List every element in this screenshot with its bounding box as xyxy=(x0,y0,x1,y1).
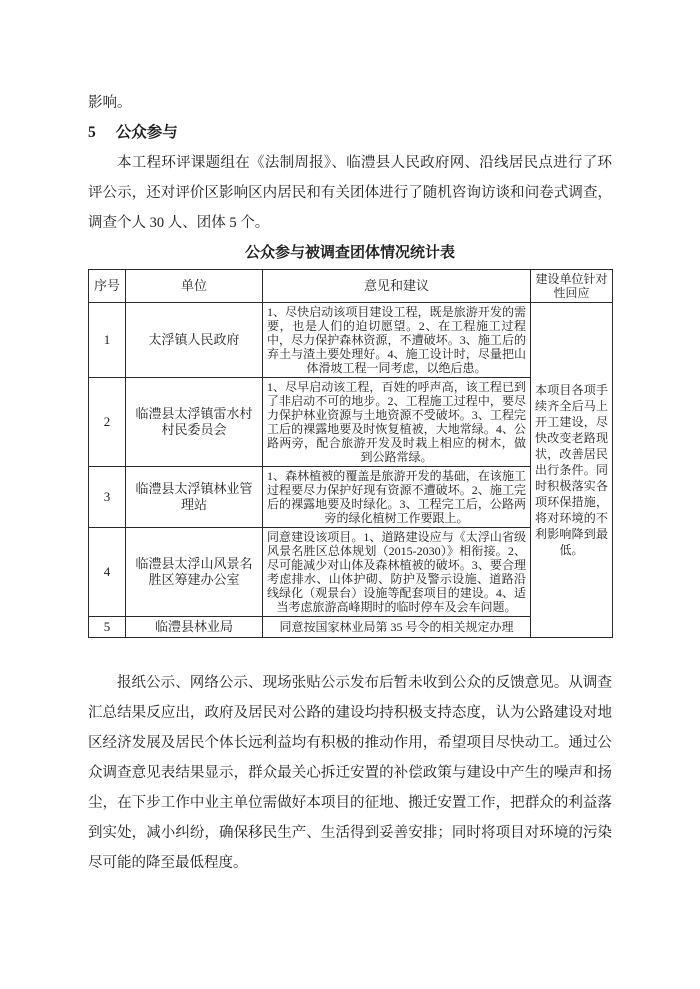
cell-unit: 临澧县太浮镇雷水村村民委员会 xyxy=(126,378,263,467)
cell-opinion: 1、森林植被的覆盖是旅游开发的基础，在该施工过程要尽力保护好现有资源不遭破坏。2、施工完后的裸露地要及时绿化。3、工程完工后，公路两旁的绿化植树工作要跟上。 xyxy=(263,467,531,528)
cell-serial-number: 4 xyxy=(89,528,126,617)
header-unit: 单位 xyxy=(126,270,263,303)
cell-serial-number: 3 xyxy=(89,467,126,528)
paragraph-fragment: 影响。 xyxy=(88,95,132,111)
cell-unit: 太浮镇人民政府 xyxy=(126,303,263,378)
cell-unit: 临澧县太浮山风景名胜区筹建办公室 xyxy=(126,528,263,617)
cell-serial-number: 5 xyxy=(89,617,126,638)
cell-opinion: 1、尽快启动该项目建设工程，既是旅游开发的需要，也是人们的迫切愿望。2、在工程施工过程中，尽力保护森林资源，不遭破坏。3、施工后的弃土与渣土要处理好。4、施工设计时，尽量把山体滑坡工程一同考虑，以绝后患。 xyxy=(263,303,531,378)
table-header-row xyxy=(89,270,613,303)
cell-unit: 临澧县林业局 xyxy=(126,617,263,638)
cell-opinion: 1、尽早启动该工程，百姓的呼声高，该工程已到了非启动不可的地步。2、工程施工过程中，要尽力保护林业资源与土地资源不受破坏。3、工程完工后的裸露地要及时恢复植被，大地常绿。4、公路两旁，配合旅游开发及时栽上相应的树木，做到公路常绿。 xyxy=(263,378,531,467)
cell-opinion: 同意建设该项目。1、道路建设应与《太浮山省级风景名胜区总体规划（2015-2030）》相衔接。2、尽可能减少对山体及森林植被的破坏。3、要合理考虑排水、山体护砌、防护及警示设施、道路沿线绿化（观景台）设施等配套项目的建设。4、适当考虑旅游高峰期时的临时停车及会车问题。 xyxy=(263,528,531,617)
header-serial-number: 序号 xyxy=(89,270,126,303)
section-heading xyxy=(88,118,612,148)
closing-paragraph: 报纸公示、网络公示、现场张贴公示发布后暂未收到公众的反馈意见。从调查汇总结果反应出，政府及居民对公路的建设均持积极支持态度，认为公路建设对地区经济发展及居民个体长远利益均有积极的推动作用，希望项目尽快动工。通过公众调查意见表结果显示，群众最关心拆迁安置的补偿政策与建设中产生的噪声和扬尘，在下步工作中业主单位需做好本项目的征地、搬迁安置工作，把群众的利益落到实处，减小纠纷，确保移民生产、生活得到妥善安排；同时将项目对环境的污染尽可能的降至最低程度。 xyxy=(88,675,612,871)
table-row xyxy=(89,303,613,378)
table-title: 公众参与被调查团体情况统计表 xyxy=(244,245,455,261)
header-opinions: 意见和建议 xyxy=(263,270,531,303)
cell-serial-number: 1 xyxy=(89,303,126,378)
section-number: 5 xyxy=(88,124,96,141)
cell-opinion: 同意按国家林业局第 35 号令的相关规定办理 xyxy=(263,617,531,638)
cell-unit: 临澧县太浮镇林业管理站 xyxy=(126,467,263,528)
intro-paragraph: 本工程环评课题组在《法制周报》、临澧县人民政府网、沿线居民点进行了环评公示，还对评价区影响区内居民和有关团体进行了随机咨询访谈和问卷式调查，调查个人 30 人、团体 5 个。 xyxy=(88,155,612,231)
cell-response: 本项目各项手续齐全后马上开工建设，尽快改变老路现状，改善居民出行条件。同时积极落实各项环保措施，将对环境的不利影响降到最低。 xyxy=(531,303,613,638)
survey-table xyxy=(88,269,613,638)
section-title: 公众参与 xyxy=(115,124,178,141)
cell-serial-number: 2 xyxy=(89,378,126,467)
header-response: 建设单位针对性回应 xyxy=(531,270,613,303)
